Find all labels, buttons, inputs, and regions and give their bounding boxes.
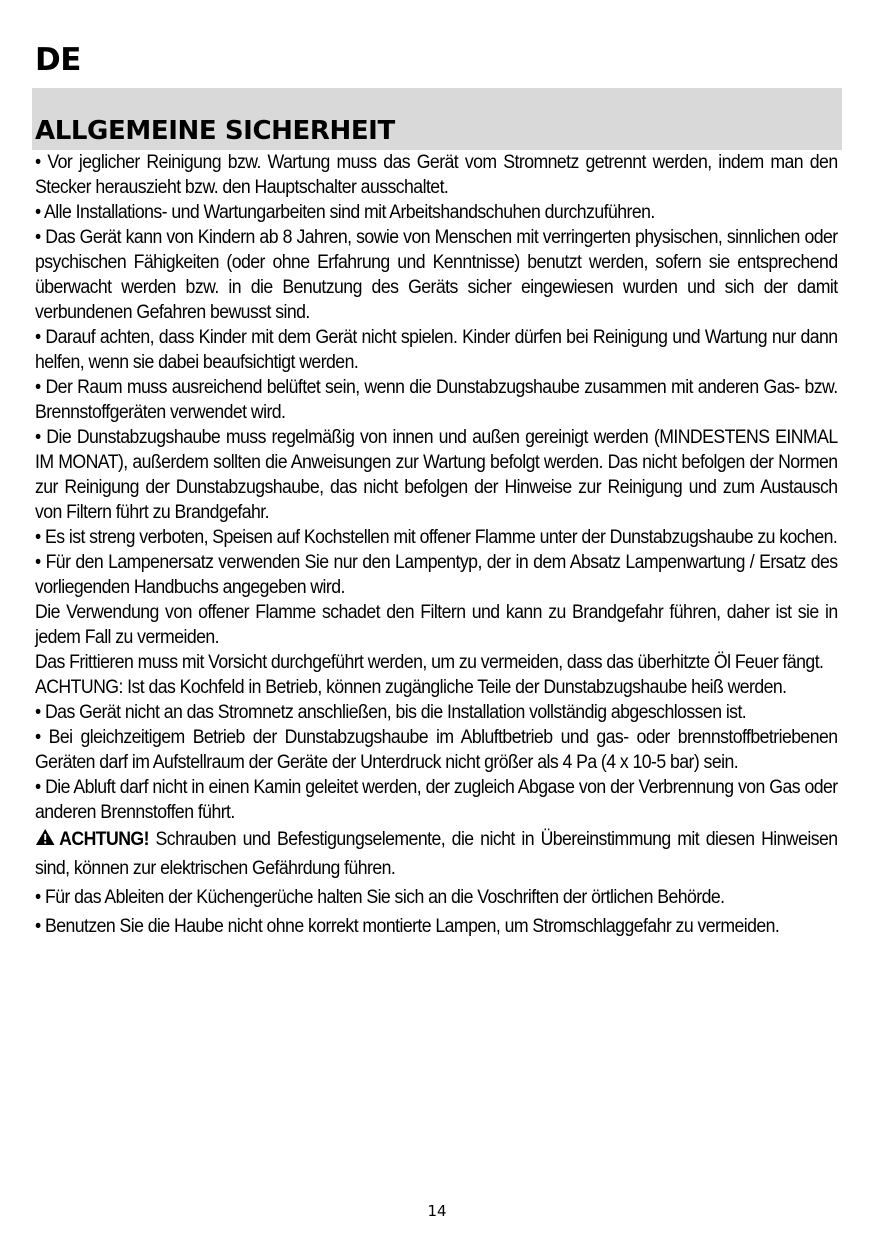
paragraph: • Das Gerät nicht an das Stromnetz anschließen, bis die Installation vollständig abgeschlossen ist. <box>35 702 747 723</box>
paragraph: • Die Abluft darf nicht in einen Kamin geleitet werden, der zugleich Abgase von der Verbrennung von Gas oder anderen Brennstoffen führt. <box>35 777 838 823</box>
paragraph: • Für das Ableiten der Küchengerüche halten Sie sich an die Voschriften der örtlichen Behörde. <box>35 887 725 908</box>
section-body <box>35 150 838 941</box>
paragraph: • Es ist streng verboten, Speisen auf Kochstellen mit offener Flamme unter der Dunstabzugshaube zu kochen. <box>35 527 838 548</box>
paragraph: • Für den Lampenersatz verwenden Sie nur den Lampentyp, der in dem Absatz Lampenwartung / Ersatz des vorliegenden Handbuchs angegeben wird. <box>35 552 838 598</box>
paragraph: • Benutzen Sie die Haube nicht ohne korrekt montierte Lampen, um Stromschlaggefahr zu vermeiden. <box>35 916 780 937</box>
page-number: 14 <box>427 1202 447 1220</box>
section-title: ALLGEMEINE SICHERHEIT <box>35 116 395 146</box>
paragraph: • Das Gerät kann von Kindern ab 8 Jahren, sowie von Menschen mit verringerten physischen, sinnlichen oder psychischen Fähigkeiten (oder ohne Erfahrung und Kenntnisse) benutzt werden, sofern sie entsprechend überwacht werden bzw. in die Benutzung des Geräts sicher eingewiesen wurden und sich der damit verbundenen Gefahren bewusst sind. <box>35 227 838 323</box>
paragraph: ACHTUNG: Ist das Kochfeld in Betrieb, können zugängliche Teile der Dunstabzugshaube heiß werden. <box>35 677 787 698</box>
paragraph: • Vor jeglicher Reinigung bzw. Wartung muss das Gerät vom Stromnetz getrennt werden, indem man den Stecker herauszieht bzw. den Hauptschalter ausschaltet. <box>35 152 838 198</box>
section-heading-bar <box>32 88 842 150</box>
paragraph: • Die Dunstabzugshaube muss regelmäßig von innen und außen gereinigt werden (MINDESTENS EINMAL IM MONAT), außerdem sollten die Anweisungen zur Wartung befolgt werden. Das nicht befolgen der Normen zur Reinigung der Dunstabzugshaube, das nicht befolgen der Hinweise zur Reinigung und zum Austausch von Filtern führt zu Brandgefahr. <box>35 427 838 523</box>
warning-paragraph <box>35 825 838 883</box>
paragraph: • Darauf achten, dass Kinder mit dem Gerät nicht spielen. Kinder dürfen bei Reinigung und Wartung nur dann helfen, wenn sie dabei beaufsichtigt werden. <box>35 327 838 373</box>
paragraph: Die Verwendung von offener Flamme schadet den Filtern und kann zu Brandgefahr führen, daher ist sie in jedem Fall zu vermeiden. <box>35 602 838 648</box>
paragraph: • Der Raum muss ausreichend belüftet sein, wenn die Dunstabzugshaube zusammen mit anderen Gas- bzw. Brennstoffgeräten verwendet wird. <box>35 377 838 423</box>
paragraph: Das Frittieren muss mit Vorsicht durchgeführt werden, um zu vermeiden, dass das überhitzte Öl Feuer fängt. <box>35 652 824 673</box>
warning-label: ACHTUNG! <box>59 829 149 850</box>
paragraph: • Alle Installations- und Wartungarbeiten sind mit Arbeitshandschuhen durchzuführen. <box>35 202 655 223</box>
warning-text: Schrauben und Befestigungselemente, die nicht in Übereinstimmung mit diesen Hinweisen sind, können zur elektrischen Gefährdung führen. <box>35 829 838 879</box>
paragraph: • Bei gleichzeitigem Betrieb der Dunstabzugshaube im Abluftbetrieb und gas- oder brennstoffbetriebenen Geräten darf im Aufstellraum der Geräte der Unterdruck nicht größer als 4 Pa (4 x 10-5 bar) sein. <box>35 727 838 773</box>
document-page <box>35 40 838 941</box>
language-code: DE <box>35 42 81 78</box>
warning-triangle-icon <box>35 826 55 844</box>
